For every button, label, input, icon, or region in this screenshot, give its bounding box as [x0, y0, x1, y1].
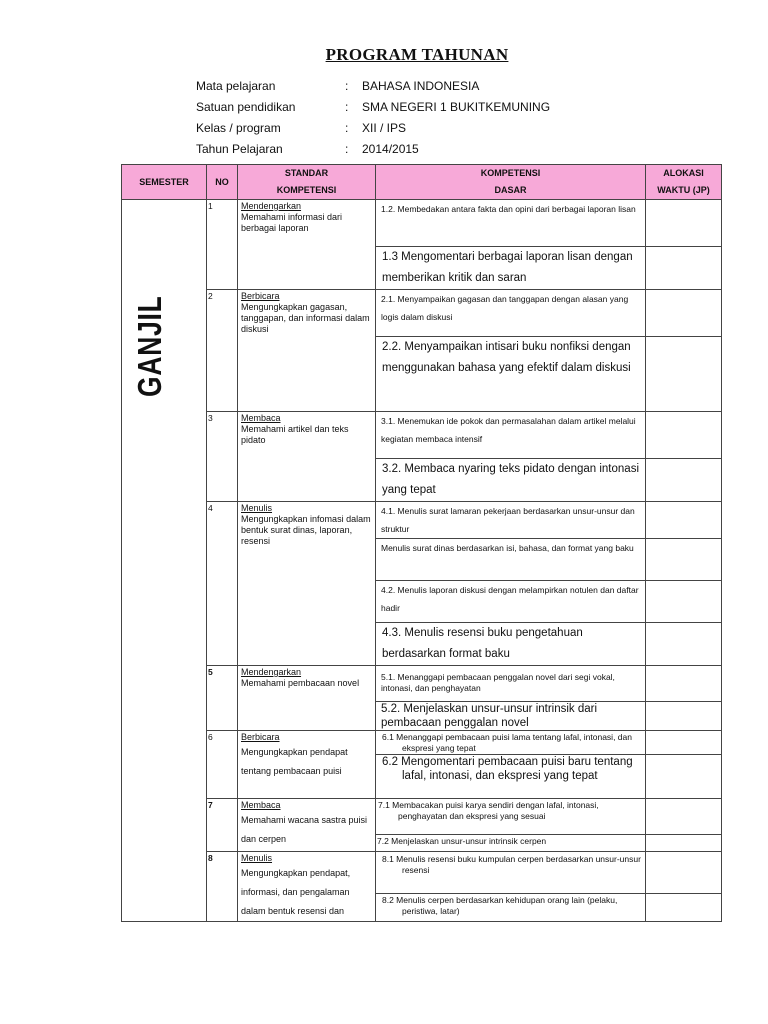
table-row — [122, 852, 722, 894]
standar-kompetensi-cell — [238, 200, 376, 290]
sk-text: Mengungkapkan gagasan, tanggapan, dan informasi dalam diskusi — [241, 302, 370, 334]
standar-kompetensi-cell — [238, 852, 376, 922]
sk-heading: Mendengarkan — [241, 201, 302, 211]
sk-text: Memahami wacana sastra puisi dan cerpen — [241, 815, 368, 844]
alokasi-cell — [646, 290, 722, 337]
page-title: PROGRAM TAHUNAN — [325, 45, 509, 64]
alokasi-cell — [646, 835, 722, 852]
kompetensi-dasar-cell: 1.2. Membedakan antara fakta dan opini dari berbagai laporan lisan — [376, 200, 646, 247]
header-kompetensi-line1: KOMPETENSI — [480, 168, 541, 178]
semester-cell — [122, 200, 207, 922]
alokasi-cell — [646, 666, 722, 702]
alokasi-cell — [646, 702, 722, 731]
row-number: 3 — [207, 412, 238, 502]
kompetensi-dasar-cell: 3.2. Membaca nyaring teks pidato dengan intonasi yang tepat — [376, 459, 646, 502]
header-alokasi-waktu — [646, 165, 722, 200]
meta-value: SMA NEGERI 1 BUKITKEMUNING — [362, 100, 551, 114]
kompetensi-dasar-cell: 8.2 Menulis cerpen berdasarkan kehidupan orang lain (pelaku, peristiwa, latar) — [376, 894, 646, 922]
table-row — [122, 290, 722, 337]
sk-heading: Membaca — [241, 413, 281, 423]
standar-kompetensi-cell — [238, 502, 376, 666]
alokasi-cell — [646, 799, 722, 835]
kompetensi-dasar-cell: 1.3 Mengomentari berbagai laporan lisan dengan memberikan kritik dan saran — [376, 247, 646, 290]
table-row — [122, 200, 722, 247]
meta-colon: : — [345, 142, 349, 156]
kompetensi-dasar-cell: 7.1 Membacakan puisi karya sendiri dengan lafal, intonasi, penghayatan dan ekspresi yang sesuai — [376, 799, 646, 835]
sk-text: Mengungkapkan infomasi dalam bentuk surat dinas, laporan, resensi — [241, 514, 371, 546]
alokasi-cell — [646, 731, 722, 755]
sk-heading: Berbicara — [241, 732, 280, 742]
alokasi-cell — [646, 247, 722, 290]
program-table — [121, 164, 722, 922]
meta-label: Satuan pendidikan — [196, 100, 296, 114]
alokasi-cell — [646, 623, 722, 666]
header-kompetensi-line2: DASAR — [494, 185, 527, 195]
sk-heading: Menulis — [241, 503, 273, 513]
standar-kompetensi-cell — [238, 412, 376, 502]
standar-kompetensi-cell — [238, 799, 376, 852]
meta-label: Kelas / program — [196, 121, 281, 135]
alokasi-cell — [646, 539, 722, 581]
row-number: 2 — [207, 290, 238, 412]
header-alokasi-line1: ALOKASI — [663, 168, 704, 178]
row-number: 8 — [207, 852, 238, 922]
kompetensi-dasar-cell: 4.3. Menulis resensi buku pengetahuan berdasarkan format baku — [376, 623, 646, 666]
alokasi-cell — [646, 581, 722, 623]
meta-label: Mata pelajaran — [196, 79, 276, 93]
alokasi-cell — [646, 502, 722, 539]
kompetensi-dasar-cell: 3.1. Menemukan ide pokok dan permasalahan dalam artikel melalui kegiatan membaca intensif — [376, 412, 646, 459]
row-number: 7 — [207, 799, 238, 852]
header-standar-line1: STANDAR — [284, 168, 329, 178]
table-row — [122, 731, 722, 755]
kompetensi-dasar-cell: 2.2. Menyampaikan intisari buku nonfiksi dengan menggunakan bahasa yang efektif dalam diskusi — [376, 337, 646, 412]
kompetensi-dasar-cell: 4.2. Menulis laporan diskusi dengan melampirkan notulen dan daftar hadir — [376, 581, 646, 623]
table-header-row — [122, 165, 722, 200]
semester-label: GANJIL — [131, 295, 168, 397]
table-row — [122, 412, 722, 459]
alokasi-cell — [646, 852, 722, 894]
header-standar-kompetensi — [238, 165, 376, 200]
sk-heading: Mendengarkan — [241, 667, 302, 677]
header-semester: SEMESTER — [122, 165, 207, 200]
kompetensi-dasar-cell: 4.1. Menulis surat lamaran pekerjaan berdasarkan unsur-unsur dan struktur — [376, 502, 646, 539]
meta-colon: : — [345, 79, 349, 93]
sk-text: Memahami pembacaan novel — [241, 678, 360, 688]
kompetensi-dasar-cell: 6.2 Mengomentari pembacaan puisi baru tentang lafal, intonasi, dan ekspresi yang tepat — [376, 755, 646, 799]
row-number: 5 — [207, 666, 238, 731]
header-alokasi-line2: WAKTU (JP) — [657, 185, 710, 195]
kompetensi-dasar-cell: 6.1 Menanggapi pembacaan puisi lama tentang lafal, intonasi, dan ekspresi yang tepat — [376, 731, 646, 755]
table-row — [122, 666, 722, 702]
meta-colon: : — [345, 100, 349, 114]
meta-value: BAHASA INDONESIA — [362, 79, 480, 93]
row-number: 4 — [207, 502, 238, 666]
header-standar-line2: KOMPETENSI — [276, 185, 337, 195]
alokasi-cell — [646, 459, 722, 502]
kompetensi-dasar-cell: 2.1. Menyampaikan gagasan dan tanggapan dengan alasan yang logis dalam diskusi — [376, 290, 646, 337]
sk-text: Mengungkapkan pendapat, informasi, dan pengalaman dalam bentuk resensi dan — [241, 868, 351, 916]
alokasi-cell — [646, 894, 722, 922]
kompetensi-dasar-cell: 7.2 Menjelaskan unsur-unsur intrinsik cerpen — [376, 835, 646, 852]
alokasi-cell — [646, 200, 722, 247]
alokasi-cell — [646, 412, 722, 459]
sk-heading: Membaca — [241, 800, 281, 810]
standar-kompetensi-cell — [238, 666, 376, 731]
header-no: NO — [207, 165, 238, 200]
kompetensi-dasar-cell: 5.1. Menanggapi pembacaan penggalan novel dari segi vokal, intonasi, dan penghayatan — [376, 666, 646, 702]
sk-heading: Berbicara — [241, 291, 280, 301]
kompetensi-dasar-cell: Menulis surat dinas berdasarkan isi, bahasa, dan format yang baku — [376, 539, 646, 581]
standar-kompetensi-cell — [238, 290, 376, 412]
row-number: 6 — [207, 731, 238, 799]
kompetensi-dasar-cell: 8.1 Menulis resensi buku kumpulan cerpen berdasarkan unsur-unsur resensi — [376, 852, 646, 894]
alokasi-cell — [646, 337, 722, 412]
kompetensi-dasar-cell: 5.2. Menjelaskan unsur-unsur intrinsik dari pembacaan penggalan novel — [376, 702, 646, 731]
sk-heading: Menulis — [241, 853, 273, 863]
sk-text: Memahami artikel dan teks pidato — [241, 424, 349, 445]
meta-colon: : — [345, 121, 349, 135]
table-row — [122, 502, 722, 539]
row-number: 1 — [207, 200, 238, 290]
standar-kompetensi-cell — [238, 731, 376, 799]
meta-value: 2014/2015 — [362, 142, 419, 156]
header-kompetensi-dasar — [376, 165, 646, 200]
sk-text: Memahami informasi dari berbagai laporan — [241, 212, 343, 233]
sk-text: Mengungkapkan pendapat tentang pembacaan puisi — [241, 747, 348, 776]
meta-label: Tahun Pelajaran — [196, 142, 283, 156]
meta-value: XII / IPS — [362, 121, 407, 135]
table-row — [122, 799, 722, 835]
alokasi-cell — [646, 755, 722, 799]
